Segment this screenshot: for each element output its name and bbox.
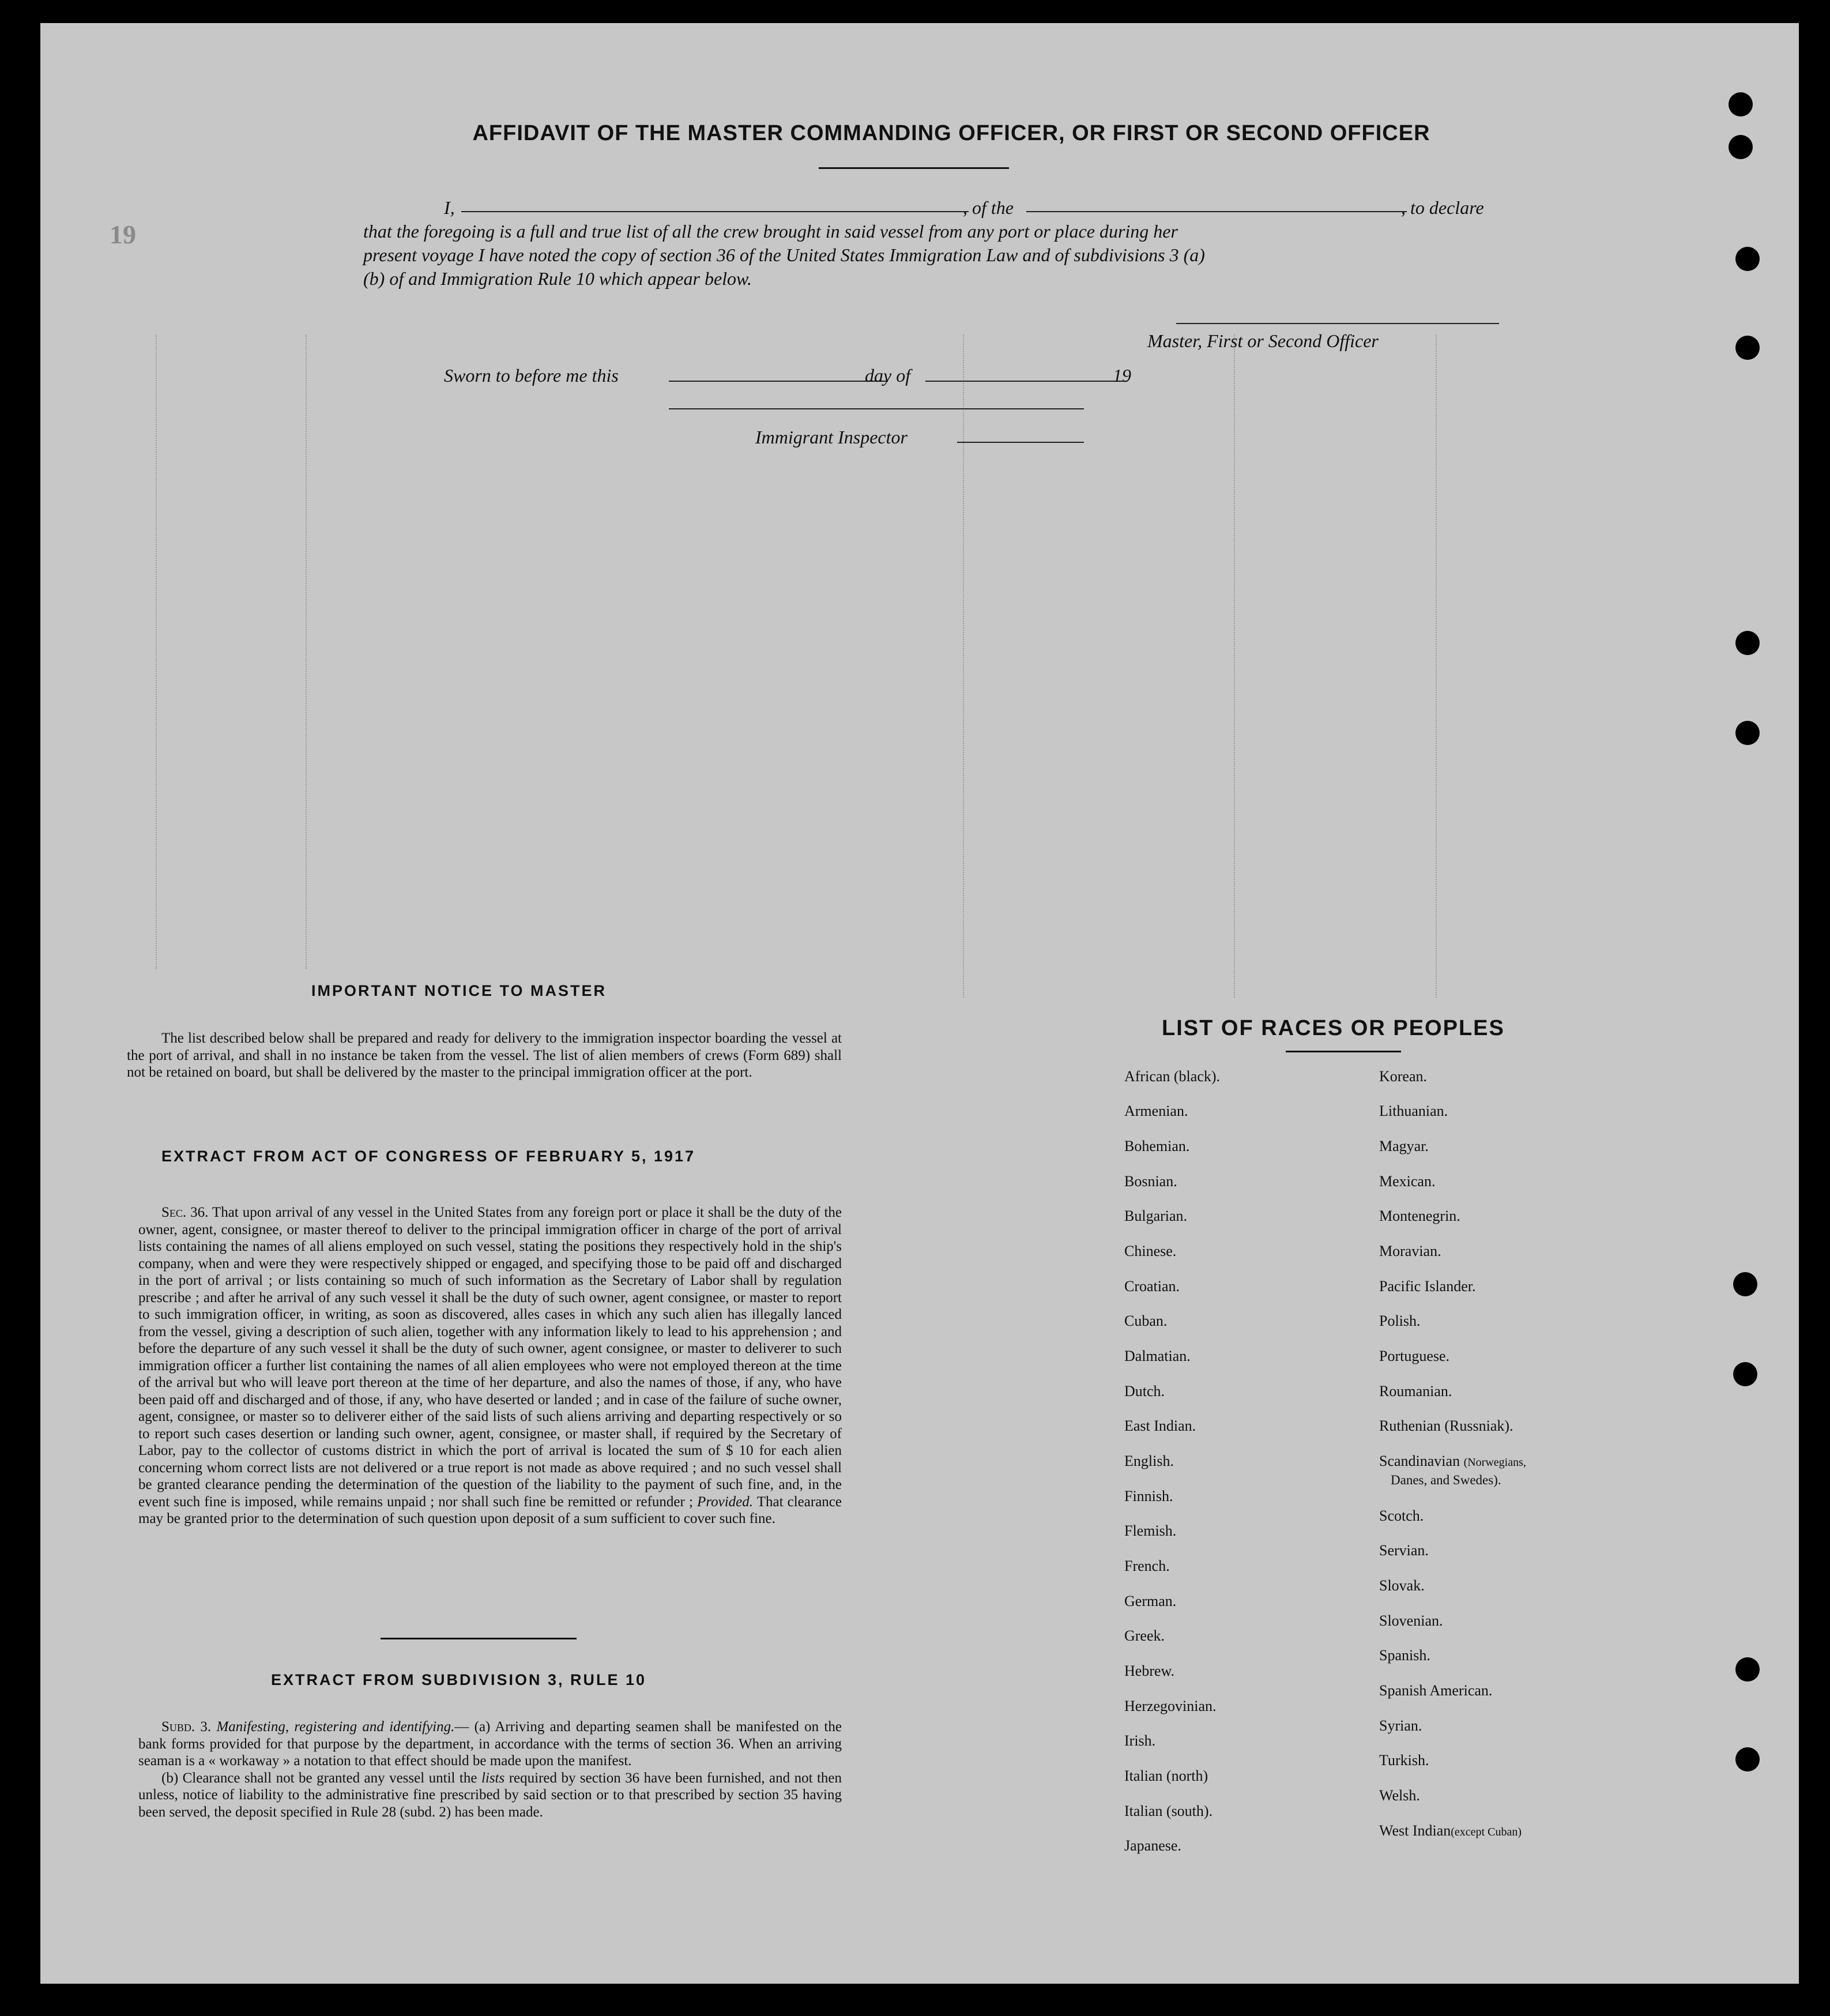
race-left: Dalmatian. <box>1124 1348 1191 1364</box>
scandinavian-note-2: Danes, and Swedes). <box>1391 1473 1501 1487</box>
race-left: East Indian. <box>1124 1417 1196 1434</box>
race-left: Greek. <box>1124 1627 1165 1644</box>
race-right: Pacific Islander. <box>1379 1278 1476 1295</box>
race-right: Korean. <box>1379 1068 1428 1085</box>
punch-hole <box>1735 247 1760 271</box>
year-label: 19 <box>1113 365 1131 386</box>
race-left: Finnish. <box>1124 1488 1173 1505</box>
sworn-label: Sworn to before me this <box>444 365 619 386</box>
notice-title: IMPORTANT NOTICE TO MASTER <box>311 982 607 999</box>
race-left: Croatian. <box>1124 1278 1180 1295</box>
race-left: Dutch. <box>1124 1383 1165 1400</box>
rule-text-a: — (a) Arriving and departing seamen shall be manifested on the bank forms provided for that purpose by the department, in accordance with the terms of section 36. When an arriving seaman is a « workaway » a notation to that effect should be made upon the manifest. <box>138 1719 842 1769</box>
subd-label: Subd. 3. <box>161 1719 212 1735</box>
vessel-blank <box>1026 211 1407 212</box>
race-left: Herzegovinian. <box>1124 1698 1217 1714</box>
race-right: Portuguese. <box>1379 1348 1450 1364</box>
name-blank <box>461 211 969 212</box>
act-extract-body <box>138 1204 842 1528</box>
race-right: Spanish. <box>1379 1647 1430 1664</box>
races-title: LIST OF RACES OR PEOPLES <box>1162 1016 1505 1040</box>
race-right: Turkish. <box>1379 1752 1429 1769</box>
punch-hole <box>1735 721 1760 745</box>
bleed-through-line <box>1436 334 1437 998</box>
race-left: Flemish. <box>1124 1522 1177 1539</box>
race-right: Polish. <box>1379 1312 1421 1329</box>
act-text-end: That clearance may be granted prior to the determination of such question upon deposit of a sum sufficient to cover such fine. <box>138 1494 842 1526</box>
punch-hole <box>1735 1747 1760 1771</box>
scandinavian-note: (Norwegians, <box>1463 1456 1526 1469</box>
punch-hole <box>1729 135 1753 159</box>
margin-mark: 19 <box>110 220 136 249</box>
race-left: German. <box>1124 1593 1177 1609</box>
races-title-underline <box>1286 1051 1401 1052</box>
race-right: West Indian <box>1379 1822 1451 1839</box>
act-extract-title: EXTRACT FROM ACT OF CONGRESS OF FEBRUARY 5, 1917 <box>161 1148 696 1165</box>
affidavit-line-3: present voyage I have noted the copy of section 36 of the United States Immigration Law and of subdivisions 3 (a) <box>363 245 1205 265</box>
race-left: French. <box>1124 1558 1170 1574</box>
i-label: I, <box>444 197 455 218</box>
punch-hole <box>1735 336 1760 360</box>
notice-text: The list described below shall be prepared and ready for delivery to the immigration inspector boarding the vessel at the port of arrival, and shall in no instance be taken from the vessel. The list of alien members of crews (Form 689) shall not be retained on board, but shall be delivered by the master to the principal immigration officer at the port. <box>127 1030 842 1080</box>
race-right: Mexican. <box>1379 1173 1436 1190</box>
inspector-signature-blank <box>669 408 1084 409</box>
race-right: Slovak. <box>1379 1577 1425 1594</box>
race-right: Slovenian. <box>1379 1612 1443 1629</box>
race-left: Italian (north) <box>1124 1767 1208 1784</box>
race-left: Japanese. <box>1124 1837 1181 1854</box>
sworn-day-blank <box>669 381 888 382</box>
race-left: Armenian. <box>1124 1103 1188 1119</box>
race-left: Irish. <box>1124 1732 1156 1749</box>
rule-extract-title: EXTRACT FROM SUBDIVISION 3, RULE 10 <box>271 1671 647 1688</box>
race-right-west-indian <box>1379 1822 1522 1840</box>
race-right: Lithuanian. <box>1379 1103 1448 1119</box>
act-text: That upon arrival of any vessel in the United States from any foreign port or place it shall be the duty of the owner, agent, consignee, or master thereof to deliver to the principal immigration officer in charge of the port of arrival lists containing the names of all aliens employed on such vessel, stating the positions they respectively hold in the ship's company, when and were they were respectively shipped or engaged, and specifying those to be paid off and discharged in the port of arrival ; or lists containing so much of such information as the Secretary of Labor shall by regulation prescribe ; and after he arrival of any such vessel it shall be the duty of such owner, agent consignee, or master to report to such immigration officer, in writing, as soon as discovered, alles cases in which any such alien has illegally lanced from the vessel, giving a description of such alien, together with any information likely to lead to his apprehension ; and before the departure of any such vessel it shall be the duty of such owner, agent consignee, or master to deliverer to such immigration officer a further list containing the names of all alien employees who were not employed thereon at the time of the arrival but who will leave port thereon at the time of her departure, and also the names of those, if any, who have been paid off and discharged and of those, if any, who have deserted or landed ; and in case of the failure of suche owner, agent, consignee, or master so to deliverer either of the said lists of such aliens arriving and departing respectively or so to report such cases desertion or landing such owner, agent, consignee, or master shall, if required by the Secretary of Labor, pay to the collector of customs district in which the port of arrival is located the sum of $ 10 for each alien concerning whom correct lists are not delivered or a true report is not made as above required ; and no such vessel shall be granted clearance pending the determination of the question of the liability to the payment of such fine, and, in the event such fine is imposed, while remains unpaid ; nor shall such fine be remitted or refunder ; <box>138 1205 842 1510</box>
race-left: Cuban. <box>1124 1312 1168 1329</box>
provided-label: Provided. <box>697 1494 754 1510</box>
affidavit-title: AFFIDAVIT OF THE MASTER COMMANDING OFFICER, OR FIRST OR SECOND OFFICER <box>472 121 1430 145</box>
race-left: Bulgarian. <box>1124 1208 1188 1224</box>
race-right: Servian. <box>1379 1542 1429 1559</box>
rule-text-b-start: (b) Clearance shall not be granted any vessel until the <box>161 1770 477 1786</box>
day-of-label: day of <box>865 365 911 386</box>
race-left: Bosnian. <box>1124 1173 1177 1190</box>
rule-text-b-end: required by section 36 have been furnished, and not then unless, notice of liability to the administrative fine prescribed by said section or to that prescribed by section 35 having been served, the deposit specified in Rule 28 (subd. 2) has been made. <box>138 1770 842 1820</box>
race-right: Magyar. <box>1379 1138 1429 1154</box>
race-right: Roumanian. <box>1379 1383 1452 1400</box>
rule-extract-body <box>138 1718 842 1821</box>
race-left: Chinese. <box>1124 1243 1177 1259</box>
of-the-label: , of the <box>963 197 1014 218</box>
punch-hole <box>1729 92 1753 116</box>
title-underline <box>819 167 1009 169</box>
punch-hole <box>1733 1362 1757 1386</box>
affidavit-line-4: (b) of and Immigration Rule 10 which appear below. <box>363 268 752 289</box>
rule-text-b-lists: lists <box>481 1770 505 1786</box>
race-right: Welsh. <box>1379 1787 1420 1804</box>
bleed-through-line <box>156 334 157 969</box>
to-declare-label: , to declare <box>1401 197 1484 218</box>
section-divider <box>381 1638 577 1639</box>
document-page <box>40 23 1799 1984</box>
punch-hole <box>1735 631 1760 655</box>
bleed-through-line <box>963 334 964 998</box>
inspector-label: Immigrant Inspector <box>755 427 908 447</box>
race-left: Bohemian. <box>1124 1138 1190 1154</box>
master-signature-blank <box>1176 323 1499 324</box>
race-right: Ruthenian (Russniak). <box>1379 1417 1513 1434</box>
section-label: Sec. 36. <box>161 1205 209 1220</box>
race-right: Scandinavian <box>1379 1453 1460 1469</box>
race-right: Syrian. <box>1379 1717 1422 1734</box>
bleed-through-line <box>1234 334 1235 998</box>
race-left: African (black). <box>1124 1068 1221 1085</box>
race-right: Montenegrin. <box>1379 1208 1460 1224</box>
punch-hole <box>1735 1657 1760 1682</box>
west-indian-note: (except Cuban) <box>1451 1826 1522 1838</box>
affidavit-line-2: that the foregoing is a full and true list of all the crew brought in said vessel from any port or place during her <box>363 221 1178 242</box>
month-blank <box>925 381 1127 382</box>
race-right-scandinavian <box>1379 1453 1526 1470</box>
race-right: Spanish American. <box>1379 1682 1493 1699</box>
race-left: Hebrew. <box>1124 1663 1175 1679</box>
race-right: Scotch. <box>1379 1507 1424 1524</box>
race-left: English. <box>1124 1453 1174 1469</box>
punch-hole <box>1733 1272 1757 1296</box>
race-left: Italian (south). <box>1124 1803 1213 1819</box>
bleed-through-line <box>306 334 307 969</box>
master-label: Master, First or Second Officer <box>1147 330 1379 351</box>
race-right: Moravian. <box>1379 1243 1441 1259</box>
inspector-blank <box>957 442 1084 443</box>
rule-heading: Manifesting, registering and identifying. <box>216 1719 455 1735</box>
